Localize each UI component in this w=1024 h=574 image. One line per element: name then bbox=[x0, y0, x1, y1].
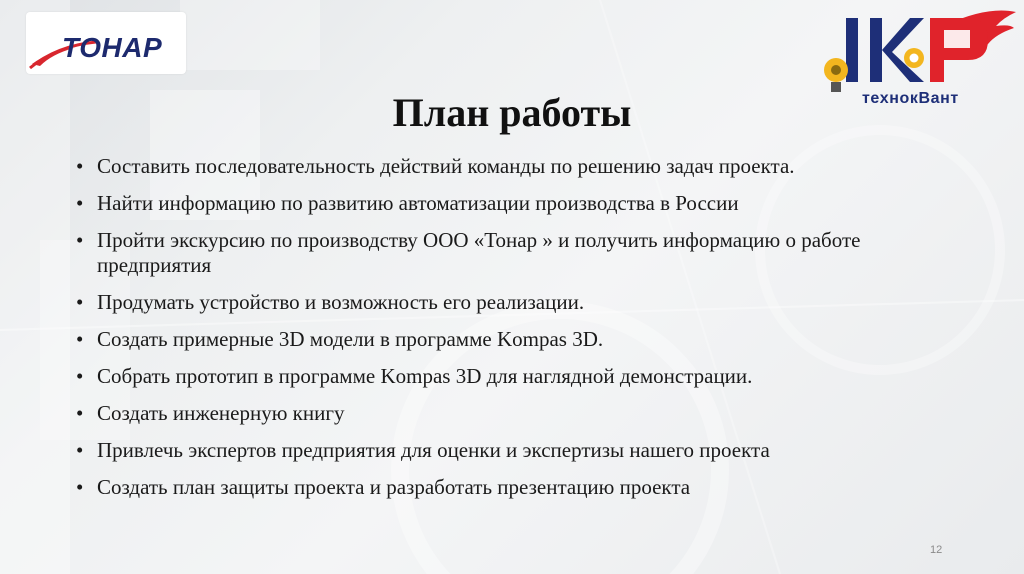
bullet-item: • Пройти экскурсию по производству ООО «Тонар » и получить информацию о работе предприятия bbox=[76, 228, 956, 278]
bullet-item: • Найти информацию по развитию автоматизации производства в России bbox=[76, 191, 956, 216]
bullet-item: • Привлечь экспертов предприятия для оценки и экспертизы нашего проекта bbox=[76, 438, 956, 463]
technokvant-emblem-icon bbox=[818, 4, 1018, 94]
tonar-logo-text: ТОНАР bbox=[62, 32, 163, 63]
bullet-item: • Продумать устройство и возможность его реализации. bbox=[76, 290, 956, 315]
technokvant-logo-text: технокВант bbox=[862, 90, 959, 107]
bullet-item: • Составить последовательность действий команды по решению задач проекта. bbox=[76, 154, 956, 179]
slide-title: План работы bbox=[392, 89, 632, 135]
bullet-item: • Создать инженерную книгу bbox=[76, 401, 956, 426]
bullet-item: • Собрать прототип в программе Kompas 3D для наглядной демонстрации. bbox=[76, 364, 956, 389]
bullet-item: • Создать план защиты проекта и разработать презентацию проекта bbox=[76, 475, 956, 500]
bullet-item: • Создать примерные 3D модели в программе Kompas 3D. bbox=[76, 327, 956, 352]
bullet-list bbox=[76, 154, 956, 512]
page-number: 12 bbox=[930, 544, 943, 556]
tonar-logo bbox=[26, 12, 186, 74]
